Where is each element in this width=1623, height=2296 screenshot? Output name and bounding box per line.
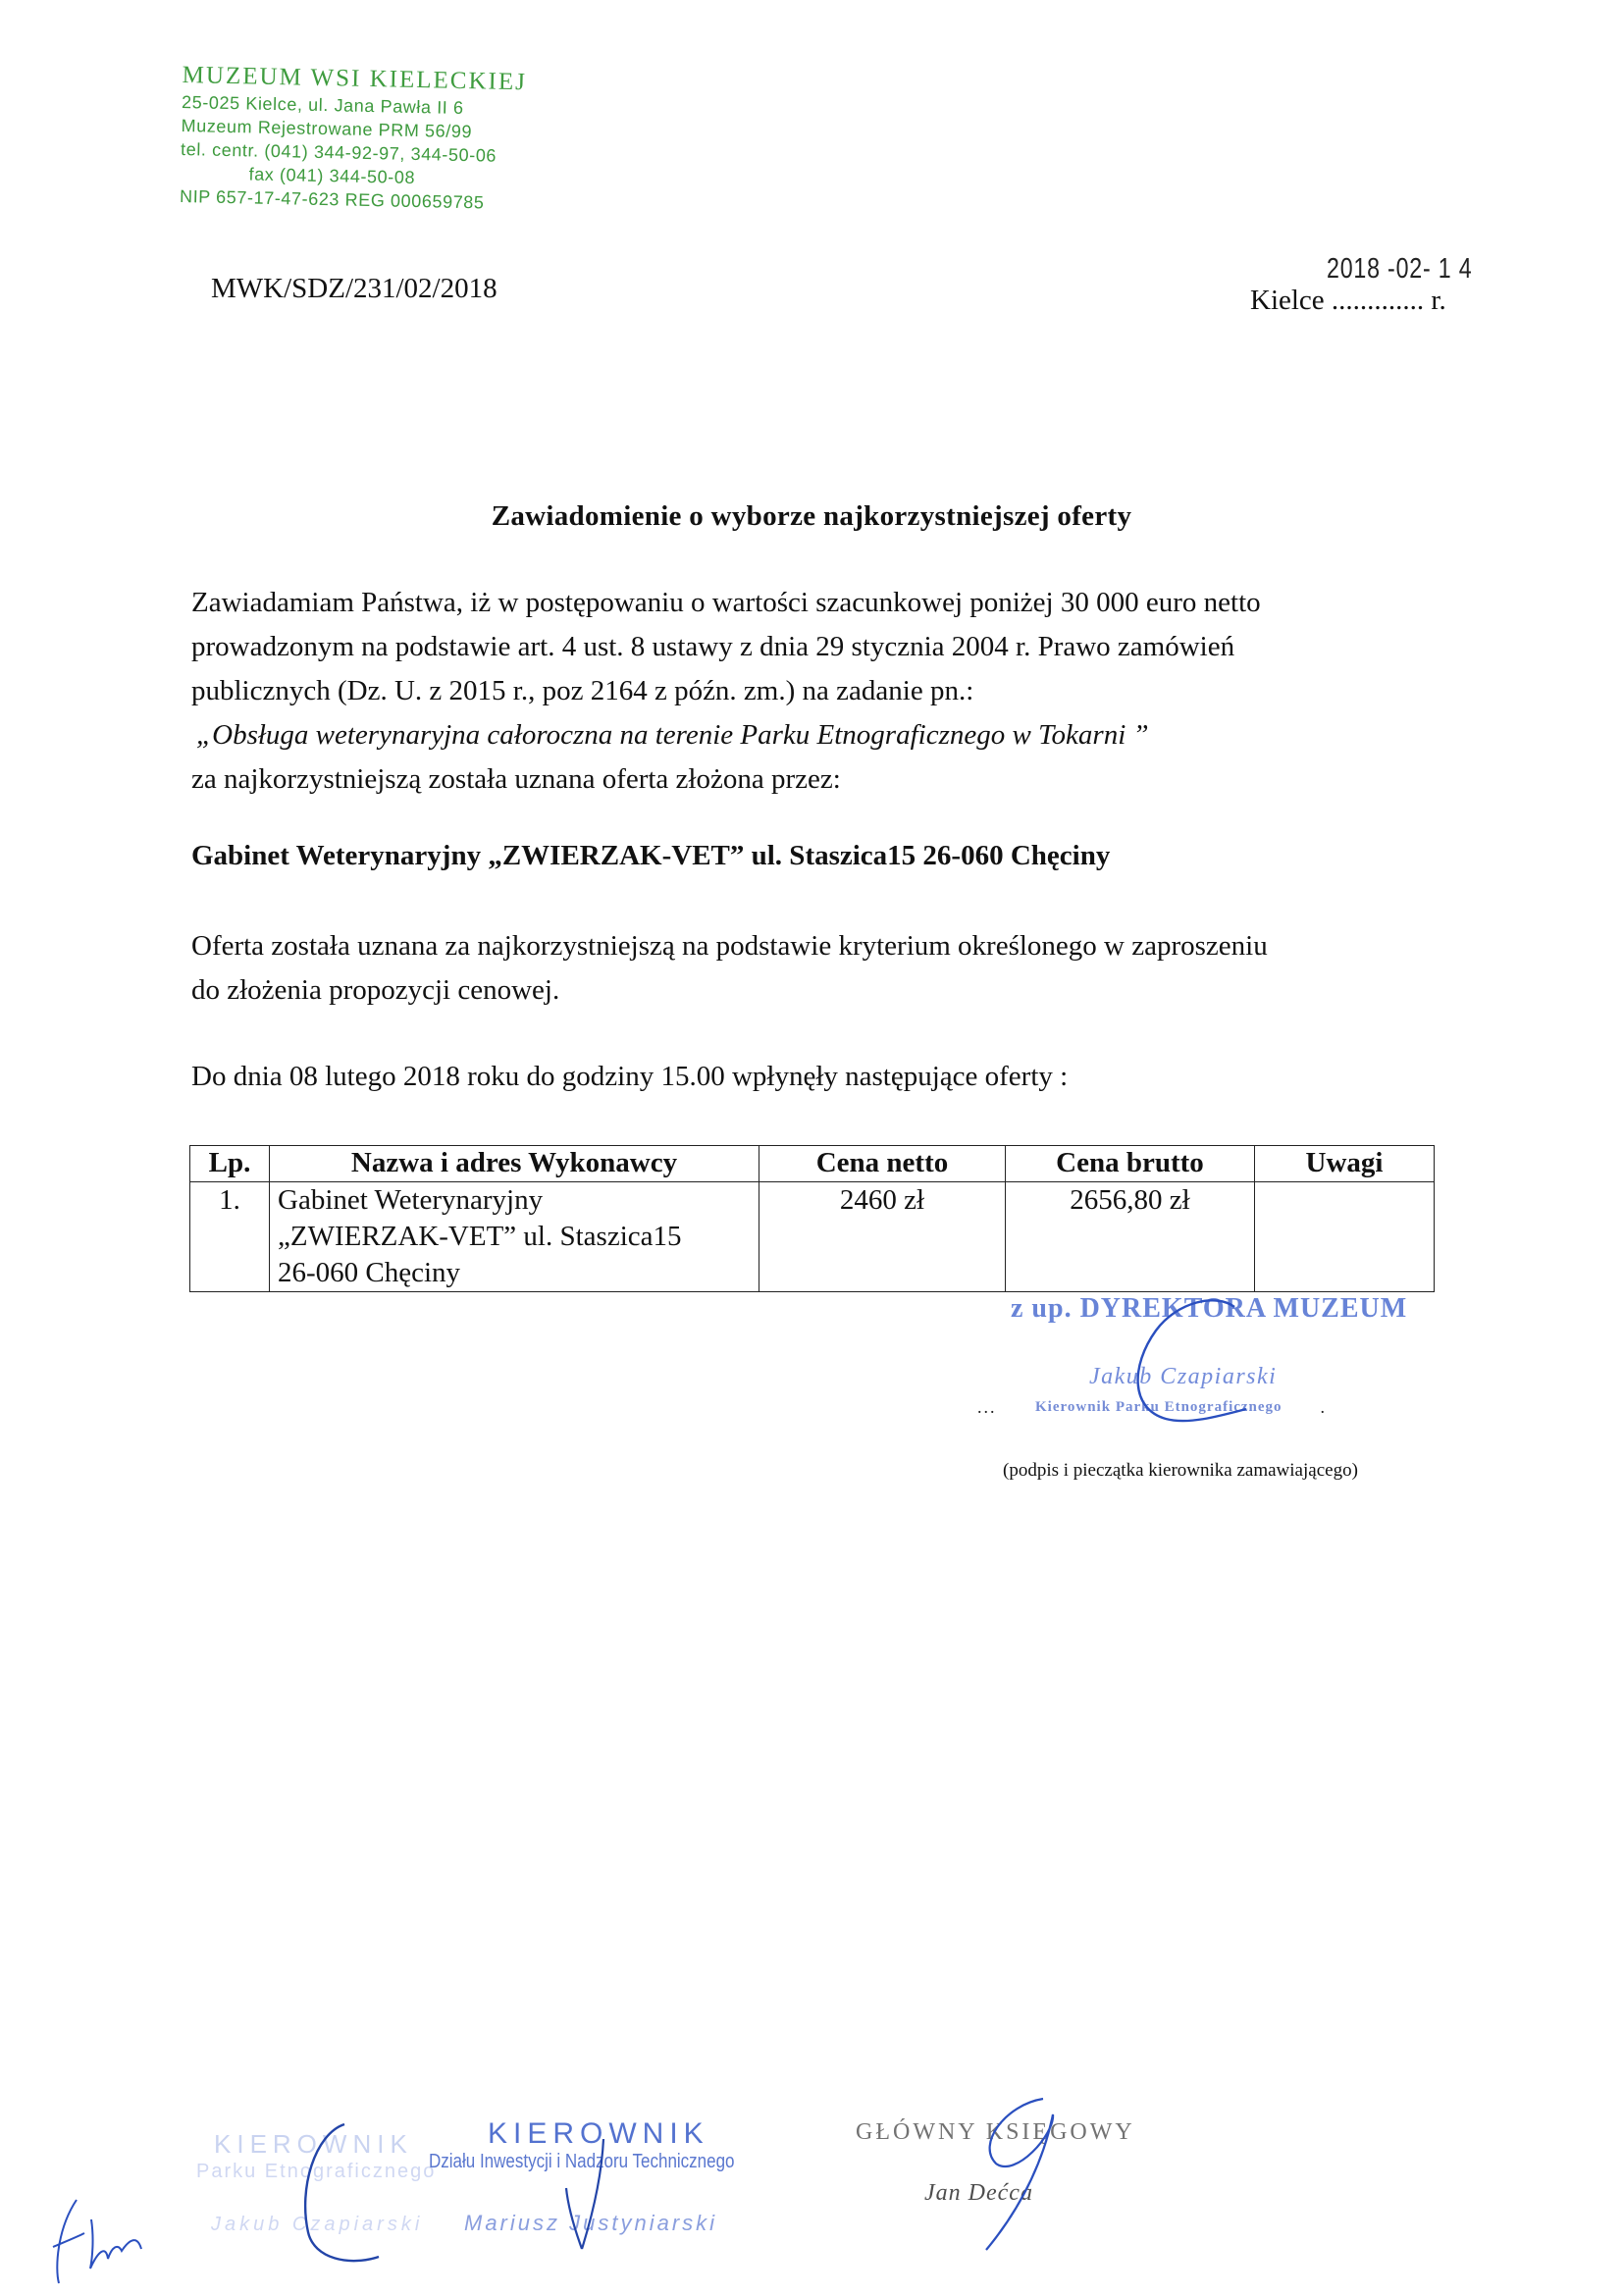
cell-contractor-line: „ZWIERZAK-VET” ul. Staszica15 xyxy=(278,1221,682,1252)
director-stamp-role: Kierownik Parku Etnograficznego xyxy=(1035,1399,1283,1415)
reference-number: MWK/SDZ/231/02/2018 xyxy=(211,273,497,304)
cell-contractor xyxy=(270,1182,759,1292)
museum-stamp-fax: fax (041) 344-50-08 xyxy=(248,164,416,187)
offers-table xyxy=(189,1145,1435,1292)
museum-stamp-name: MUZEUM WSI KIELECKIEJ xyxy=(182,61,528,96)
museum-stamp-address: 25-025 Kielce, ul. Jana Pawła II 6 xyxy=(181,91,464,119)
bottom-stamp-right-name: Jan Dećca xyxy=(924,2180,1033,2206)
header-gross-price: Cena brutto xyxy=(1006,1146,1255,1182)
bottom-stamp-left-name: Jakub Czapiarski xyxy=(211,2214,424,2235)
paragraph-line: za najkorzystniejszą została uznana oferta złożona przez: xyxy=(191,763,841,795)
paragraph-line: publicznych (Dz. U. z 2015 r., poz 2164 z późn. zm.) na zadanie pn.: xyxy=(191,675,974,706)
signature-dots-left: ... xyxy=(977,1397,997,1417)
cell-contractor-line: 26-060 Chęciny xyxy=(278,1257,461,1288)
museum-stamp xyxy=(180,61,595,217)
cell-lp: 1. xyxy=(190,1182,270,1292)
initials-signature xyxy=(47,2190,155,2288)
date-dots: ............. r. xyxy=(1324,285,1446,316)
paragraph-line: Zawiadamiam Państwa, iż w postępowaniu o wartości szacunkowej poniżej 30 000 euro netto xyxy=(191,587,1261,618)
director-stamp-name: Jakub Czapiarski xyxy=(1089,1364,1278,1389)
accountant-signature xyxy=(927,2095,1074,2252)
header-lp: Lp. xyxy=(190,1146,270,1182)
bottom-stamp-right-title: GŁÓWNY KSIĘGOWY xyxy=(856,2119,1135,2145)
handwritten-date: 2018 -02- 1 4 xyxy=(1327,253,1473,285)
bottom-stamp-left-unit: Parku Etnograficznego xyxy=(196,2161,437,2182)
cell-gross-price: 2656,80 zł xyxy=(1006,1182,1255,1292)
paragraph-notification xyxy=(191,581,1447,802)
place-date-line xyxy=(1250,285,1446,317)
cell-net-price: 2460 zł xyxy=(759,1182,1006,1292)
bottom-stamp-middle-title: KIEROWNIK xyxy=(488,2117,709,2150)
table-header-row xyxy=(190,1146,1435,1182)
museum-stamp-registry: Muzeum Rejestrowane PRM 56/99 xyxy=(181,115,473,142)
selected-contractor: Gabinet Weterynaryjny „ZWIERZAK-VET” ul. Staszica15 26-060 Chęciny xyxy=(191,840,1111,871)
bottom-stamp-middle-unit: Działu Inwestycji i Nadzoru Technicznego xyxy=(429,2151,735,2172)
director-stamp: z up. DYREKTORA MUZEUM xyxy=(1011,1293,1408,1324)
header-notes: Uwagi xyxy=(1255,1146,1435,1182)
paragraph-line: prowadzonym na podstawie art. 4 ust. 8 ustawy z dnia 29 stycznia 2004 r. Prawo zamówień xyxy=(191,631,1235,662)
paragraph-line: Oferta została uznana za najkorzystniejszą na podstawie kryterium określonego w zaproszeniu xyxy=(191,930,1268,962)
header-name: Nazwa i adres Wykonawcy xyxy=(270,1146,759,1182)
director-signature xyxy=(1109,1293,1246,1431)
header-net-price: Cena netto xyxy=(759,1146,1006,1182)
paragraph-offers-received: Do dnia 08 lutego 2018 roku do godziny 15.00 wpłynęły następujące oferty : xyxy=(191,1061,1069,1092)
task-name: „Obsługa weterynaryjna całoroczna na terenie Parku Etnograficznego w Tokarni ” xyxy=(196,719,1149,751)
cell-notes xyxy=(1255,1182,1435,1292)
bottom-stamp-left-title: KIEROWNIK xyxy=(214,2129,413,2159)
place-name: Kielce xyxy=(1250,285,1325,316)
signature-dots-right: . xyxy=(1320,1397,1327,1417)
middle-signature xyxy=(564,2139,623,2257)
bottom-stamp-middle-name: Mariusz Justyniarski xyxy=(464,2211,718,2235)
museum-stamp-ids: NIP 657-17-47-623 REG 000659785 xyxy=(179,185,485,213)
table-row xyxy=(190,1182,1435,1292)
cell-contractor-line: Gabinet Weterynaryjny xyxy=(278,1184,544,1216)
paragraph-criterion xyxy=(191,924,1447,1013)
document-title: Zawiadomienie o wyborze najkorzystniejszej oferty xyxy=(491,500,1132,532)
signature-caption: (podpis i pieczątka kierownika zamawiającego) xyxy=(1003,1460,1358,1481)
paragraph-line: do złożenia propozycji cenowej. xyxy=(191,974,560,1006)
museum-stamp-phone: tel. centr. (041) 344-92-97, 344-50-06 xyxy=(180,138,497,166)
left-signature xyxy=(290,2119,389,2267)
